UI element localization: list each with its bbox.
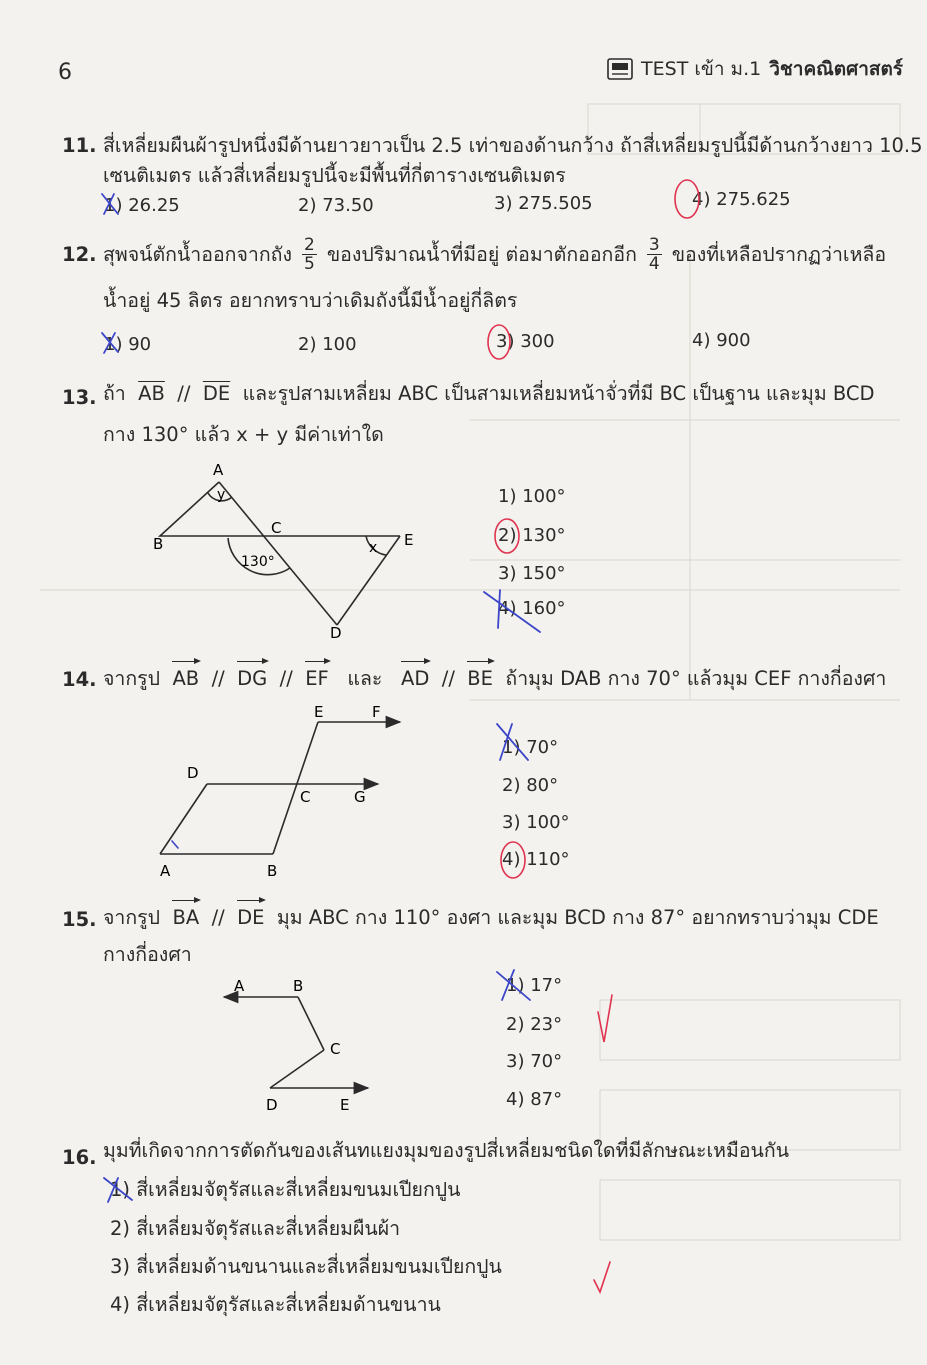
q13-option-1: 1) 100°: [498, 486, 566, 507]
q12-option-2: 2) 100: [298, 334, 357, 355]
q13-text-line1: ถ้า $\overline{AB} // \overline{DE}$ และรูปสามเหลี่ยม ABC เป็นสามเหลี่ยมหน้าจั่วที่มี BC เป็นฐาน และมุม BCD: [103, 382, 875, 405]
q14-number: 14.: [62, 668, 97, 691]
q14-option-2: 2) 80°: [502, 775, 559, 796]
fraction-two-fifths: $\frac{2}{5}$: [304, 235, 315, 274]
q12-answer-circle: [488, 325, 510, 359]
label-d: D: [187, 764, 199, 782]
q15-option-4: 4) 87°: [506, 1089, 563, 1110]
label-b: B: [267, 862, 278, 880]
q15-text-line2: กางกี่องศา: [103, 943, 192, 966]
q16-cross-mark: [104, 1178, 132, 1202]
q11-option-2: 2) 73.50: [298, 195, 374, 216]
q13-number: 13.: [62, 386, 97, 409]
q15-option-1: 1) 17°: [506, 975, 563, 996]
q13-answer-circle: [495, 519, 519, 553]
q12-text-part3: ของที่เหลือปรากฏว่าเหลือ: [671, 242, 887, 266]
label-c: C: [330, 1040, 341, 1058]
label-c: C: [271, 519, 282, 537]
q12-text-part1: สุพจน์ตักน้ำออกจากถัง: [103, 242, 293, 266]
q16-option-3: 3) สี่เหลี่ยมด้านขนานและสี่เหลี่ยมขนมเปียกปูน: [110, 1255, 502, 1278]
vector-de: DE: [237, 897, 264, 933]
vector-ba: BA: [172, 897, 199, 933]
vector-ef: EF: [305, 658, 329, 694]
label-a: A: [213, 461, 224, 479]
q11-text-line2: เซนติเมตร แล้วสี่เหลี่ยมรูปนี้จะมีพื้นที่กี่ตารางเซนติเมตร: [103, 164, 566, 187]
q16-check-mark: [594, 1262, 610, 1292]
vector-dg: DG: [237, 658, 267, 694]
q14-option-4: 4) 110°: [502, 849, 570, 870]
segment-ab: $\overline{AB}$: [138, 382, 165, 405]
q13-option-4: 4) 160°: [498, 598, 566, 619]
label-a: A: [160, 862, 171, 880]
q14-option-1: 1) 70°: [502, 737, 559, 758]
vector-be: BE: [467, 658, 493, 694]
q15-cross-mark: [497, 970, 530, 1000]
label-g: G: [354, 788, 366, 806]
header-subject: วิชาคณิตศาสตร์: [769, 58, 903, 80]
q12-option-4: 4) 900: [692, 330, 751, 351]
q14-text-line1: จากรูป AB // DG // EF และ AD // BE ถ้ามุม DAB กาง 70° แล้วมุม CEF กางกี่องศา: [103, 658, 886, 694]
label-y: y: [217, 487, 226, 503]
q15-number: 15.: [62, 908, 97, 931]
q11-option-1: 1) 26.25: [104, 195, 180, 216]
label-x: x: [369, 540, 378, 556]
header-test-label: TEST เข้า ม.1: [641, 58, 762, 80]
q15-check-mark: [598, 995, 612, 1042]
q12-option-1: 1) 90: [104, 334, 152, 355]
q11-answer-circle: [675, 180, 699, 218]
q15-option-2: 2) 23°: [506, 1014, 563, 1035]
q12-number: 12.: [62, 243, 97, 266]
q14-answer-circle: [501, 842, 525, 878]
q12-option-3: 3) 300: [496, 331, 555, 352]
label-c: C: [300, 788, 311, 806]
q14-cross-mark: [497, 724, 528, 760]
q11-number: 11.: [62, 134, 97, 157]
label-angle-130: 130°: [241, 554, 275, 570]
segment-de: $\overline{DE}$: [202, 382, 231, 405]
q11-option-4: 4) 275.625: [692, 189, 791, 210]
q13-option-2: 2) 130°: [498, 525, 566, 546]
label-e: E: [340, 1096, 350, 1114]
q14-angle-tick: [172, 841, 178, 848]
q11-text-line1: สี่เหลี่ยมผืนผ้ารูปหนึ่งมีด้านยาวยาวเป็น 2.5 เท่าของด้านกว้าง ถ้าสี่เหลี่ยมรูปนี้มีด้านกว้างยาว 10.5: [103, 134, 923, 157]
q15-text-line1: จากรูป BA // DE มุม ABC กาง 110° องศา และมุม BCD กาง 87° อยากทราบว่ามุม CDE: [103, 897, 879, 933]
q11-cross-mark: [102, 194, 118, 214]
q13-cross-mark: [484, 590, 540, 632]
label-f: F: [372, 703, 381, 721]
label-a: A: [234, 977, 245, 995]
q16-number: 16.: [62, 1146, 97, 1169]
label-b: B: [153, 535, 164, 553]
q16-option-2: 2) สี่เหลี่ยมจัตุรัสและสี่เหลี่ยมผืนผ้า: [110, 1217, 401, 1240]
vector-ad: AD: [401, 658, 429, 694]
q16-text-line1: มุมที่เกิดจากการตัดกันของเส้นทแยงมุมของรูปสี่เหลี่ยมชนิดใดที่มีลักษณะเหมือนกัน: [103, 1139, 790, 1162]
q13-text-line2: กาง 130° แล้ว x + y มีค่าเท่าใด: [103, 423, 384, 446]
q13-option-3: 3) 150°: [498, 563, 566, 584]
label-d: D: [266, 1096, 278, 1114]
q16-option-4: 4) สี่เหลี่ยมจัตุรัสและสี่เหลี่ยมด้านขนาน: [110, 1293, 441, 1316]
label-e: E: [314, 703, 324, 721]
vector-ab: AB: [172, 658, 199, 694]
fraction-three-quarters: $\frac{3}{4}$: [648, 235, 660, 274]
page-number: 6: [58, 60, 72, 85]
label-b: B: [293, 977, 304, 995]
q12-text-part2: ของปริมาณน้ำที่มีอยู่ ต่อมาตักออกอีก: [326, 242, 637, 266]
q16-option-1: 1) สี่เหลี่ยมจัตุรัสและสี่เหลี่ยมขนมเปียกปูน: [110, 1178, 461, 1201]
q12-cross-mark: [102, 333, 118, 353]
q15-option-3: 3) 70°: [506, 1051, 563, 1072]
q11-option-3: 3) 275.505: [494, 193, 593, 214]
label-d: D: [330, 624, 342, 642]
q12-text-line2: น้ำอยู่ 45 ลิตร อยากทราบว่าเดิมถังนี้มีน้ำอยู่กี่ลิตร: [103, 289, 518, 312]
label-e: E: [404, 531, 414, 549]
q14-option-3: 3) 100°: [502, 812, 570, 833]
